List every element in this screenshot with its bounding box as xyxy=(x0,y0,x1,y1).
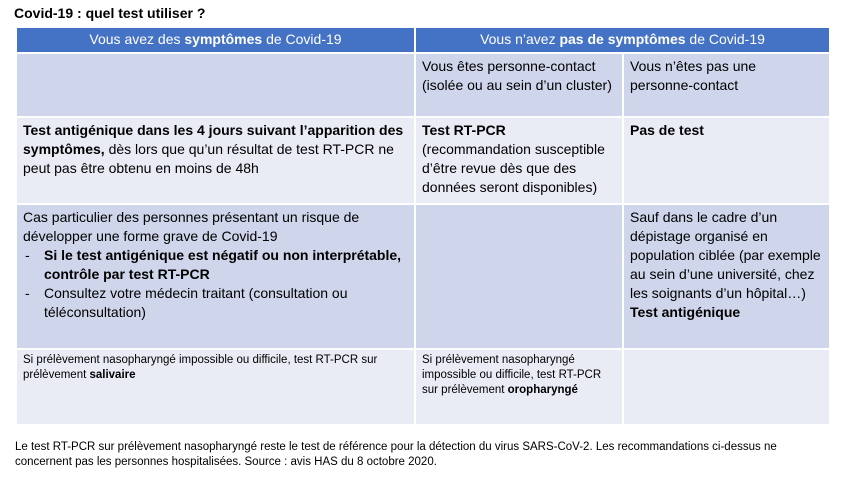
page-title: Covid-19 : quel test utiliser ? xyxy=(14,5,206,21)
subheader-empty-cell xyxy=(16,53,415,117)
test-recommendation-table xyxy=(15,26,831,426)
table-row xyxy=(16,117,830,204)
exception-text: Sauf dans le cadre d’un dépistage organisé en population ciblée (par exemple au sein d’une université, chez les soignants d’un hôpital…) xyxy=(630,209,821,301)
footnote: Le test RT-PCR sur prélèvement nasopharyngé reste le test de référence pour la détection du virus SARS-CoV-2. Les recommandations ci-dessus ne concernent pas les personnes hospitalisées. Source : avis HAS du 8 octobre 2020. xyxy=(15,441,777,468)
header-symptoms-bold: symptômes xyxy=(184,31,263,47)
symptoms-test-rest: dès lors que qu’un résultat de test RT-PCR ne peut pas être obtenu en moins de 48h xyxy=(23,141,394,176)
saliva-bold: salivaire xyxy=(89,369,136,381)
header-symptoms-prefix: Vous avez des xyxy=(89,31,185,47)
header-no-symptoms-bold: pas de symptômes xyxy=(559,31,686,47)
non-contact-test-bold: Pas de test xyxy=(630,122,704,138)
table-row xyxy=(16,204,830,349)
oropharyngeal-text: Si prélèvement nasopharyngé impossible ou difficile, test RT-PCR sur prélèvement xyxy=(422,354,602,396)
cell-contact-oropharyngeal xyxy=(415,349,623,425)
header-symptoms-suffix: de Covid-19 xyxy=(262,31,342,47)
saliva-text: Si prélèvement nasopharyngé impossible ou difficile, test RT-PCR sur prélèvement xyxy=(23,354,378,381)
header-no-symptoms xyxy=(415,27,830,53)
cell-symptoms-test xyxy=(16,117,415,204)
list-item xyxy=(23,284,408,322)
subheader-contact: Vous êtes personne-contact (isolée ou au sein d’un cluster) xyxy=(415,53,623,117)
header-no-symptoms-prefix: Vous n’avez xyxy=(480,31,560,47)
exception-bold: Test antigénique xyxy=(630,304,741,320)
cell-special-case xyxy=(16,204,415,349)
subheader-non-contact: Vous n’êtes pas une personne-contact xyxy=(623,53,830,117)
cell-non-contact-exception xyxy=(623,204,830,349)
header-no-symptoms-suffix: de Covid-19 xyxy=(685,31,765,47)
cell-empty-contact xyxy=(415,204,623,349)
cell-symptoms-saliva xyxy=(16,349,415,425)
special-case-item-1: Si le test antigénique est négatif ou non interprétable, contrôle par test RT-PCR xyxy=(44,247,402,282)
subheader-row xyxy=(16,53,830,117)
contact-test-rest: (recommandation susceptible d’être revue dès que des données seront disponibles) xyxy=(422,141,605,195)
table-header-row xyxy=(16,27,830,53)
special-case-item-2: Consultez votre médecin traitant (consultation ou téléconsultation) xyxy=(44,285,348,320)
cell-empty-non-contact xyxy=(623,349,830,425)
special-case-list xyxy=(23,246,408,322)
oropharyngeal-bold: oropharyngé xyxy=(507,384,578,396)
list-item xyxy=(23,246,408,284)
table-row xyxy=(16,349,830,425)
special-case-intro: Cas particulier des personnes présentant un risque de développer une forme grave de Covid-19 xyxy=(23,209,360,244)
symptoms-test-bold: Test antigénique dans les 4 jours suivant l’apparition des symptômes, xyxy=(23,122,404,157)
header-symptoms xyxy=(16,27,415,53)
cell-contact-test xyxy=(415,117,623,204)
cell-non-contact-test xyxy=(623,117,830,204)
contact-test-bold: Test RT-PCR xyxy=(422,122,506,138)
